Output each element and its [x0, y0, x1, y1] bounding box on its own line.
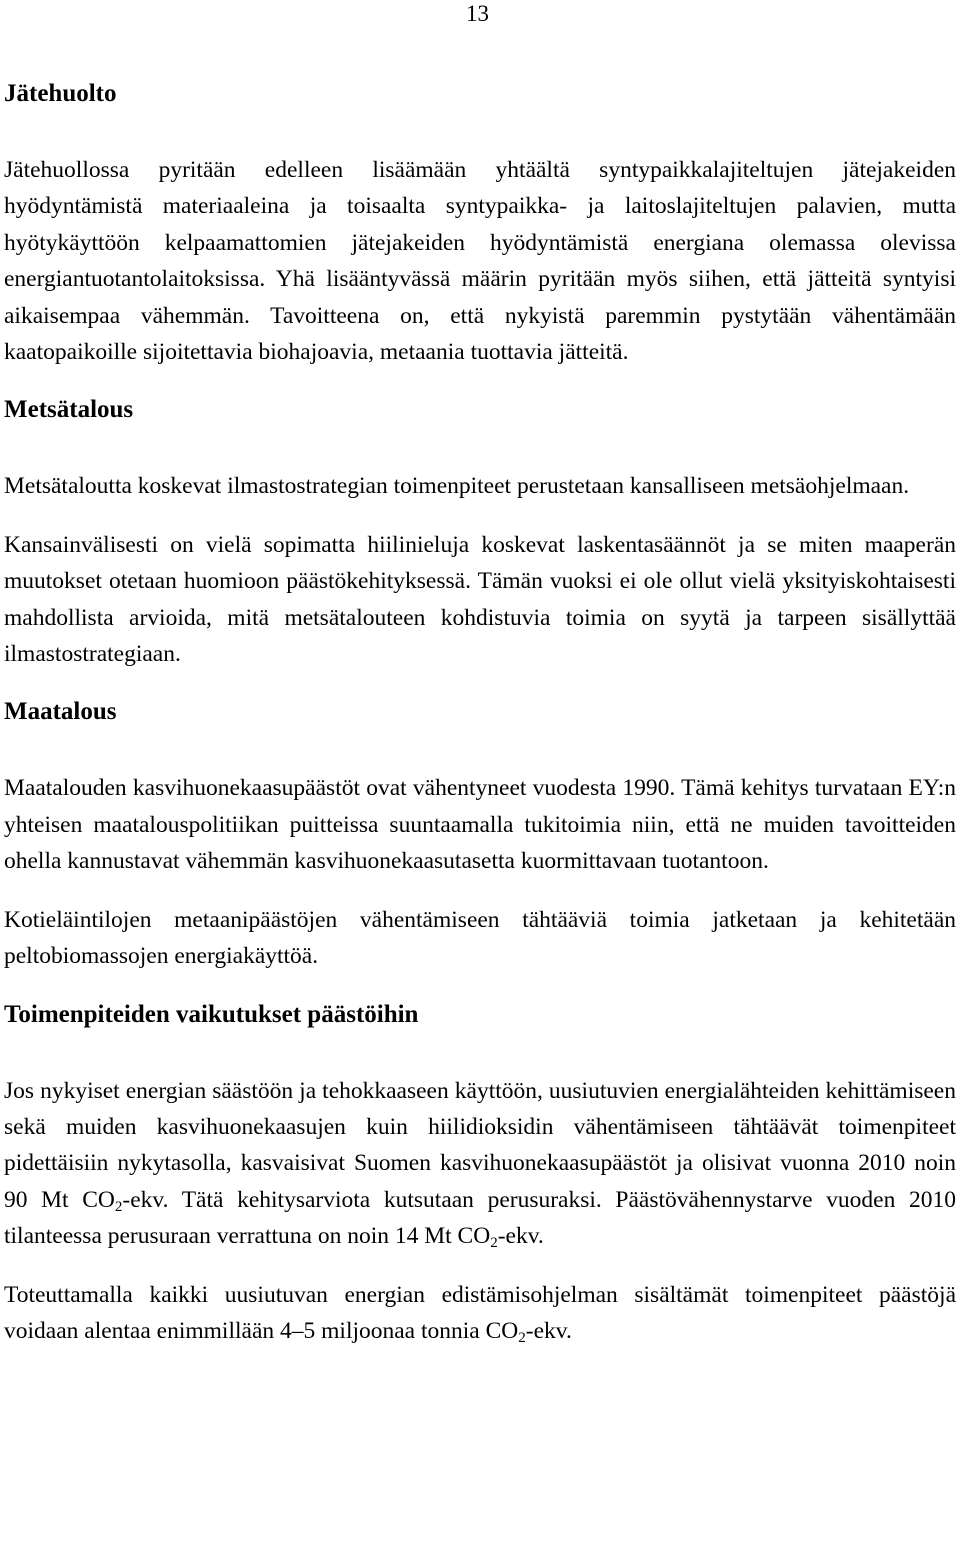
paragraph-maatalous-2: Kotieläintilojen metaanipäästöjen vähentämiseen tähtääviä toimia jatketaan ja kehitetään peltobiomassojen energiakäyttöä.: [4, 906, 956, 970]
section-heading-metsatalous: Metsätalous: [4, 396, 134, 424]
paragraph-jatehuolto: Jätehuollossa pyritään edelleen lisäämään yhtäältä syntypaikkalajiteltujen jätejakeiden hyödyntämistä materiaaleina ja toisaalta syntypaikka- ja laitoslajiteltujen palavien, mutta hyötykäyttöön kelpaamattomien jätejakeiden hyödyntämistä energiana olemassa olevissa energiantuotantolaitoksissa. Yhä lisääntyvässä määrin pyritään myös siihen, että jätteitä syntyisi aikaisempaa vähemmän. Tavoitteena on, että nykyistä paremmin pystytään vähentämään kaatopaikoille sijoitettavia biohajoavia, metaania tuottavia jätteitä.: [4, 157, 956, 366]
paragraph-toimenpiteet-2: [4, 1277, 956, 1350]
subscript: 2: [114, 1198, 123, 1215]
text-run: -ekv. Tätä kehitysarviota kutsutaan perusuraksi. Päästövähennystarve vuoden 2010 tilanteessa perusuraan verrattuna on noin 14 Mt CO: [4, 1186, 956, 1250]
paragraph-maatalous-1: Maatalouden kasvihuonekaasupäästöt ovat vähentyneet vuodesta 1990. Tämä kehitys turvataan EY:n yhteisen maatalouspolitiikan puitteissa suuntaamalla tukitoimia niin, että ne muiden tavoitteiden ohella kannustavat vähemmän kasvihuonekaasutasetta kuormittavaan tuotantoon.: [4, 775, 956, 875]
paragraph-metsatalous-1: Metsätaloutta koskevat ilmastostrategian toimenpiteet perustetaan kansalliseen metsäohjelmaan.: [4, 473, 910, 500]
text-run: -ekv.: [525, 1317, 572, 1344]
section-heading-maatalous: Maatalous: [4, 698, 117, 726]
text-run: Jos nykyiset energian säästöön ja tehokkaaseen käyttöön, uusiutuvien energialähteiden kehittämiseen sekä muiden kasvihuonekaasujen kuin hiilidioksidin vähentämiseen tähtäävät toimenpiteet pidettäisiin nykytasolla, kasvaisivat Suomen kasvihuonekaasupäästöt ja olisivat vuonna 2010 noin 90 Mt CO: [4, 1077, 956, 1213]
paragraph-toimenpiteet-1: [4, 1073, 956, 1255]
paragraph-metsatalous-2: Kansainvälisesti on vielä sopimatta hiilinieluja koskevat laskentasäännöt ja se miten maaperän muutokset otetaan huomioon päästökehityksessä. Tämän vuoksi ei ole ollut vielä yksityiskohtaisesti mahdollista arvioida, mitä metsätalouteen kohdistuvia toimia on syytä ja tarpeen sisällyttää ilmastostrategiaan.: [4, 531, 956, 668]
text-run: Toteuttamalla kaikki uusiutuvan energian edistämisohjelman sisältämät toimenpiteet päästöjä voidaan alentaa enimmillään 4–5 miljoonaa tonnia CO: [4, 1281, 956, 1344]
page-number: 13: [466, 1, 489, 26]
subscript: 2: [490, 1235, 498, 1252]
subscript: 2: [518, 1329, 526, 1346]
document-body: [4, 76, 956, 1349]
section-heading-jatehuolto: Jätehuolto: [4, 80, 117, 107]
section-heading-toimenpiteet: Toimenpiteiden vaikutukset päästöihin: [4, 1000, 419, 1028]
text-run: -ekv.: [497, 1223, 544, 1250]
